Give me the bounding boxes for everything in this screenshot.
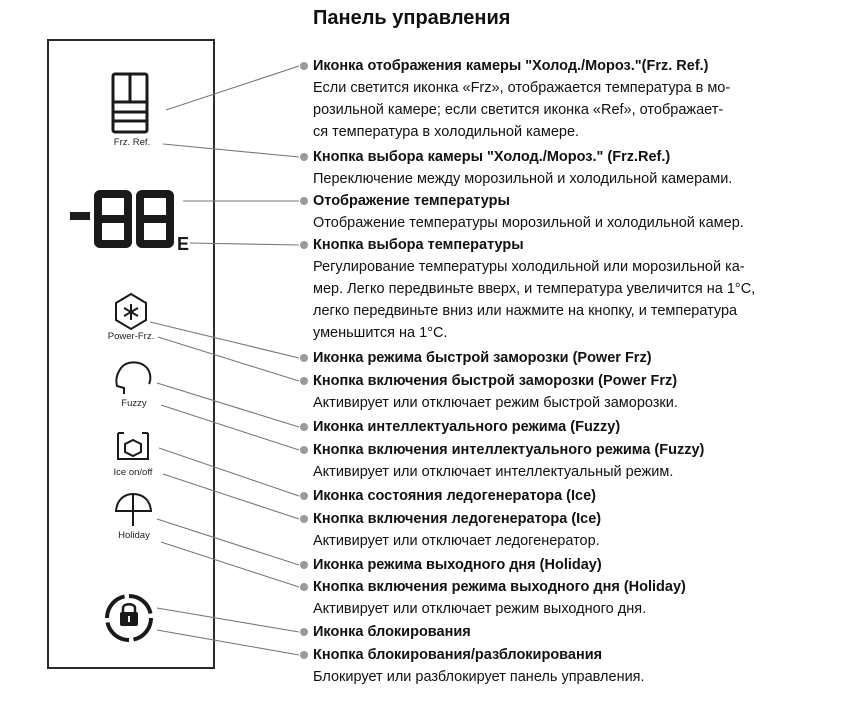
legend-item [300, 621, 830, 643]
legend-item [300, 508, 830, 552]
legend-item [300, 554, 830, 576]
item-description: легко передвиньте вниз или нажмите на кнопку, и температура [313, 303, 738, 319]
legend-item [300, 439, 830, 483]
holiday-label: Holiday [118, 530, 150, 541]
item-heading: Кнопка блокирования/разблокирования [313, 647, 603, 663]
leader-dot [300, 423, 308, 431]
leader-line [161, 405, 299, 450]
ice-label: Ice on/off [113, 467, 153, 478]
ice-maker-icon[interactable] [118, 433, 148, 459]
legend-item [300, 234, 830, 344]
power-frz-label: Power-Frz. [107, 331, 155, 342]
leader-line [157, 630, 299, 655]
leader-line [150, 322, 299, 358]
item-description: Активирует или отключает ледогенератор. [313, 533, 600, 549]
item-description: Переключение между морозильной и холодильной камерами. [313, 171, 733, 187]
leader-line [166, 66, 299, 110]
item-heading: Кнопка выбора камеры "Холод./Мороз." (Frz.Ref.) [313, 149, 671, 165]
lock-button[interactable] [107, 596, 151, 640]
umbrella-icon[interactable] [116, 494, 151, 526]
item-heading: Иконка отображения камеры "Холод./Мороз."(Frz. Ref.) [313, 58, 709, 74]
leader-line [158, 337, 299, 381]
display-digit-2 [140, 194, 170, 244]
snowflake-icon[interactable] [116, 294, 146, 329]
leader-dot [300, 377, 308, 385]
temperature-display [70, 194, 189, 254]
item-description: Регулирование температуры холодильной или морозильной ка- [313, 259, 745, 275]
legend-item [300, 370, 830, 414]
legend-item [300, 576, 830, 620]
item-description: Активирует или отключает интеллектуальный режим. [313, 464, 674, 480]
fuzzy-head-icon[interactable] [116, 362, 150, 394]
item-heading: Иконка состояния ледогенератора (Ice) [313, 488, 596, 504]
leader-dot [300, 628, 308, 636]
frz-ref-label: Frz. Ref. [113, 137, 151, 148]
item-heading: Иконка блокирования [313, 624, 471, 640]
item-heading: Отображение температуры [313, 193, 510, 209]
legend-item [300, 347, 830, 369]
legend-item [300, 644, 830, 688]
leader-line [157, 608, 299, 632]
legend-item [300, 55, 830, 143]
leader-dot [300, 583, 308, 591]
leader-dot [300, 153, 308, 161]
leader-dot [300, 62, 308, 70]
legend-item [300, 485, 830, 507]
display-unit: E [177, 234, 190, 254]
item-description: Блокирует или разблокирует панель управления. [313, 669, 645, 685]
item-heading: Кнопка включения режима выходного дня (Holiday) [313, 579, 686, 595]
leader-dot [300, 197, 308, 205]
leader-line [157, 519, 299, 565]
leader-dot [300, 651, 308, 659]
item-description: Активирует или отключает режим выходного дня. [313, 601, 647, 617]
item-description: мер. Легко передвиньте вверх, и температура увеличится на 1°C, [313, 281, 756, 297]
leader-line [163, 144, 299, 157]
item-heading: Иконка режима быстрой заморозки (Power Frz) [313, 350, 652, 366]
item-description: ся температура в холодильной камере. [313, 124, 580, 140]
fuzzy-label: Fuzzy [121, 398, 147, 409]
item-description: розильной камере; если светится иконка «Ref», отображает- [313, 102, 724, 118]
item-description: Активирует или отключает режим быстрой заморозки. [313, 395, 678, 411]
legend-item [300, 190, 830, 234]
leader-dot [300, 492, 308, 500]
item-description: уменьшится на 1°C. [313, 325, 448, 341]
page-title: Панель управления [313, 7, 511, 29]
leader-dot [300, 515, 308, 523]
legend-item [300, 146, 830, 190]
item-heading: Кнопка включения ледогенератора (Ice) [313, 511, 602, 527]
item-heading: Кнопка выбора температуры [313, 237, 524, 253]
leader-dot [300, 354, 308, 362]
leader-line [161, 542, 299, 587]
leader-dot [300, 446, 308, 454]
item-heading: Иконка интеллектуального режима (Fuzzy) [313, 419, 621, 435]
leader-line [157, 383, 299, 427]
item-heading: Кнопка включения интеллектуального режима (Fuzzy) [313, 442, 705, 458]
item-heading: Кнопка включения быстрой заморозки (Power Frz) [313, 373, 678, 389]
item-description: Если светится иконка «Frz», отображается температура в мо- [313, 80, 731, 96]
lock-icon [120, 604, 138, 626]
leader-dot [300, 561, 308, 569]
fridge-icon [113, 74, 147, 132]
item-heading: Иконка режима выходного дня (Holiday) [313, 557, 602, 573]
leader-line [190, 243, 299, 245]
legend-item [300, 416, 830, 438]
item-description: Отображение температуры морозильной и холодильной камер. [313, 215, 744, 231]
leader-line [159, 448, 299, 496]
leader-line [163, 474, 299, 519]
display-digit-1 [98, 194, 128, 244]
leader-dot [300, 241, 308, 249]
